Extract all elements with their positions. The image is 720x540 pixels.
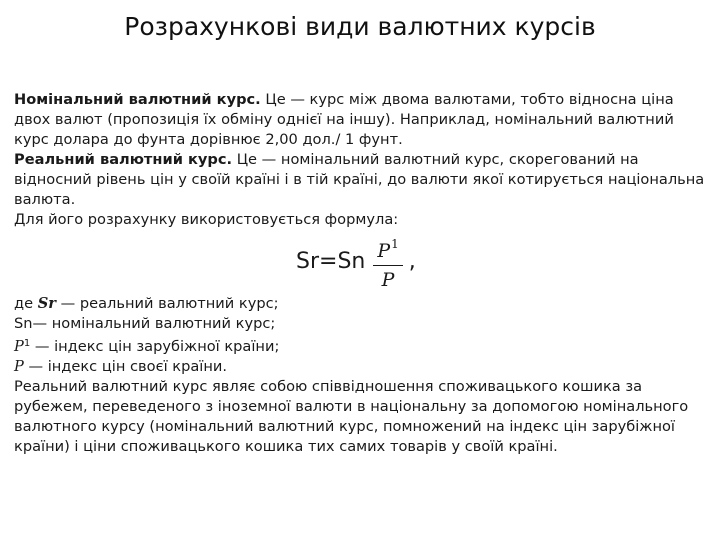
definition-sr: де Sr — реальний валютний курс; <box>14 295 279 312</box>
real-rate-formula <box>296 232 416 292</box>
slide-body <box>14 90 710 457</box>
definition-sn: Sn— номінальний валютний курс; <box>14 315 276 332</box>
formula-intro: Для його розрахунку використовується формула: <box>14 211 399 228</box>
real-rate-text: Це — номінальний валютний курс, скорегований на відносний рівень цін у своїй країні і в тій країні, до валюти якої котирується національна валюта. <box>14 151 705 208</box>
formula-numerator-sup: 1 <box>391 237 399 251</box>
formula-denominator: P <box>381 269 395 291</box>
slide-title: Розрахункові види валютних курсів <box>124 12 596 41</box>
formula-row <box>14 230 710 294</box>
sr-symbol: Sr <box>37 295 56 312</box>
nominal-rate-term: Номінальний валютний курс. <box>14 91 261 108</box>
real-rate-term: Реальний валютний курс. <box>14 151 233 168</box>
p1-symbol: P <box>14 338 24 355</box>
formula-lhs: Sr=Sn <box>296 249 366 274</box>
conclusion-paragraph: Реальний валютний курс являє собою співвідношення споживацького кошика за рубежем, переведеного з іноземної валюти в національну за допомогою номінального валютного курсу (номінальний валютний курс, помножений на індекс цін зарубіжної країни) і ціни споживацького кошика тих самих товарів у своїй країні. <box>14 378 689 455</box>
nominal-rate-text: Це — курс між двома валютами, тобто відносна ціна двох валют (пропозиція їх обміну однієї на іншу). Наприклад, номінальний валютний курс долара до фунта дорівнює 2,00 дол./ 1 фунт. <box>14 91 674 148</box>
definition-p: P — індекс цін своєї країни. <box>14 358 228 375</box>
formula-trailing: , <box>408 249 416 274</box>
p1-sup: 1 <box>23 338 31 349</box>
definition-p1: $P^1$ — індекс цін зарубіжної країни; <box>14 338 280 355</box>
p-symbol: P <box>14 358 24 375</box>
nominal-rate-paragraph <box>14 90 710 150</box>
formula-fraction <box>373 232 402 292</box>
real-rate-paragraph <box>14 150 710 210</box>
formula-numerator: $P^1$ <box>373 232 402 266</box>
